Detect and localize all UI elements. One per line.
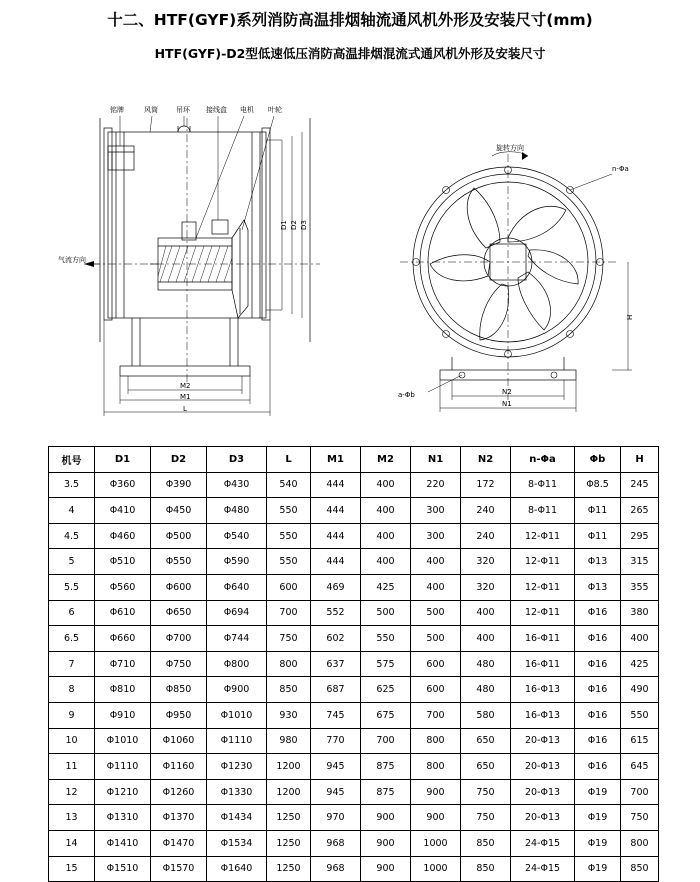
table-cell: 750 — [461, 779, 511, 805]
th-l: L — [267, 447, 311, 473]
table-cell: Φ360 — [95, 472, 151, 498]
table-cell: 16-Φ11 — [511, 651, 575, 677]
table-cell: Φ1010 — [95, 728, 151, 754]
page-subtitle: HTF(GYF)-D2型低速低压消防高温排烟混流式通风机外形及安装尺寸 — [154, 46, 546, 61]
table-cell: 650 — [461, 754, 511, 780]
table-cell: 295 — [621, 523, 659, 549]
table-cell: 240 — [461, 498, 511, 524]
table-cell: 400 — [461, 600, 511, 626]
table-row — [49, 651, 659, 677]
table-cell: Φ16 — [575, 677, 621, 703]
table-cell: 5.5 — [49, 574, 95, 600]
table-cell: 700 — [361, 728, 411, 754]
table-cell: Φ16 — [575, 754, 621, 780]
page-title: 十二、HTF(GYF)系列消防高温排烟轴流通风机外形及安装尺寸(mm) — [107, 11, 593, 29]
table-cell: 700 — [411, 702, 461, 728]
table-cell: 444 — [311, 472, 361, 498]
table-cell: Φ1510 — [95, 856, 151, 882]
table-cell: 12-Φ11 — [511, 574, 575, 600]
table-cell: 480 — [461, 677, 511, 703]
table-cell: Φ800 — [207, 651, 267, 677]
table-cell: 172 — [461, 472, 511, 498]
table-cell: 400 — [621, 626, 659, 652]
table-cell: Φ660 — [95, 626, 151, 652]
table-cell: 745 — [311, 702, 361, 728]
table-row — [49, 728, 659, 754]
th-d2: D2 — [151, 447, 207, 473]
table-cell: 4.5 — [49, 523, 95, 549]
th-m2: M2 — [361, 447, 411, 473]
table-cell: Φ1370 — [151, 805, 207, 831]
table-cell: Φ560 — [95, 574, 151, 600]
table-cell: 240 — [461, 523, 511, 549]
table-cell: 20-Φ13 — [511, 805, 575, 831]
table-cell: 12-Φ11 — [511, 523, 575, 549]
table-cell: Φ16 — [575, 702, 621, 728]
th-h: H — [621, 447, 659, 473]
table-cell: 615 — [621, 728, 659, 754]
table-cell: 12-Φ11 — [511, 600, 575, 626]
table-cell: 245 — [621, 472, 659, 498]
table-cell: 16-Φ13 — [511, 677, 575, 703]
table-cell: Φ900 — [207, 677, 267, 703]
table-cell: Φ16 — [575, 651, 621, 677]
table-cell: Φ744 — [207, 626, 267, 652]
dim-n2: N2 — [502, 388, 512, 396]
table-cell: 4 — [49, 498, 95, 524]
table-cell: Φ610 — [95, 600, 151, 626]
table-cell: Φ1110 — [207, 728, 267, 754]
table-cell: 5 — [49, 549, 95, 575]
table-row — [49, 779, 659, 805]
th-m1: M1 — [311, 447, 361, 473]
table-cell: 444 — [311, 549, 361, 575]
th-phi-b: Φb — [575, 447, 621, 473]
table-cell: 6 — [49, 600, 95, 626]
table-cell: 600 — [267, 574, 311, 600]
table-row — [49, 677, 659, 703]
table-cell: 469 — [311, 574, 361, 600]
table-cell: Φ500 — [151, 523, 207, 549]
table-cell: Φ694 — [207, 600, 267, 626]
table-cell: 550 — [267, 549, 311, 575]
table-cell: 500 — [411, 626, 461, 652]
table-cell: 750 — [461, 805, 511, 831]
table-cell: 968 — [311, 856, 361, 882]
table-cell: 650 — [461, 728, 511, 754]
table-cell: 687 — [311, 677, 361, 703]
th-jihao: 机号 — [49, 447, 95, 473]
th-d3: D3 — [207, 447, 267, 473]
table-cell: Φ1330 — [207, 779, 267, 805]
table-cell: Φ550 — [151, 549, 207, 575]
table-row — [49, 549, 659, 575]
table-cell: Φ950 — [151, 702, 207, 728]
drawing-svg — [0, 70, 700, 440]
table-cell: 602 — [311, 626, 361, 652]
dim-l: L — [183, 405, 187, 413]
table-cell: 945 — [311, 779, 361, 805]
table-header-row — [49, 447, 659, 473]
callout-duct: 风筒 — [144, 106, 158, 114]
table-cell: 8 — [49, 677, 95, 703]
table-cell: 550 — [267, 498, 311, 524]
table-cell: 480 — [461, 651, 511, 677]
table-cell: Φ1160 — [151, 754, 207, 780]
table-cell: Φ1310 — [95, 805, 151, 831]
table-cell: 875 — [361, 754, 411, 780]
table-cell: 1200 — [267, 754, 311, 780]
table-cell: 968 — [311, 830, 361, 856]
table-cell: 1200 — [267, 779, 311, 805]
table-cell: 8-Φ11 — [511, 498, 575, 524]
table-cell: 675 — [361, 702, 411, 728]
table-cell: 930 — [267, 702, 311, 728]
callout-hole-a-phi-b: a-Φb — [398, 391, 415, 399]
table-cell: Φ1410 — [95, 830, 151, 856]
table-cell: 770 — [311, 728, 361, 754]
table-cell: 800 — [411, 728, 461, 754]
table-cell: 8-Φ11 — [511, 472, 575, 498]
table-cell: 1250 — [267, 856, 311, 882]
table-cell: Φ19 — [575, 779, 621, 805]
table-cell: 850 — [461, 856, 511, 882]
table-cell: 1250 — [267, 830, 311, 856]
table-cell: Φ11 — [575, 523, 621, 549]
table-cell: 13 — [49, 805, 95, 831]
table-cell: Φ460 — [95, 523, 151, 549]
technical-drawing — [0, 70, 700, 440]
table-cell: Φ1110 — [95, 754, 151, 780]
table-row — [49, 626, 659, 652]
table-row — [49, 600, 659, 626]
table-row — [49, 754, 659, 780]
table-cell: 220 — [411, 472, 461, 498]
table-cell: 6.5 — [49, 626, 95, 652]
callout-nameplate: 铭牌 — [110, 106, 124, 114]
table-cell: 700 — [267, 600, 311, 626]
table-cell: 24-Φ15 — [511, 856, 575, 882]
spec-table-container — [48, 446, 652, 882]
table-cell: 850 — [267, 677, 311, 703]
table-cell: 1000 — [411, 830, 461, 856]
table-cell: 15 — [49, 856, 95, 882]
table-cell: 637 — [311, 651, 361, 677]
table-cell: Φ480 — [207, 498, 267, 524]
th-d1: D1 — [95, 447, 151, 473]
dim-d2: D2 — [290, 220, 298, 230]
table-cell: Φ650 — [151, 600, 207, 626]
table-cell: 20-Φ13 — [511, 779, 575, 805]
table-cell: 400 — [411, 549, 461, 575]
callout-hole-n-phi-a: n-Φa — [612, 165, 629, 173]
table-row — [49, 856, 659, 882]
table-cell: Φ13 — [575, 574, 621, 600]
table-cell: 875 — [361, 779, 411, 805]
table-cell: 850 — [461, 830, 511, 856]
table-cell: Φ1534 — [207, 830, 267, 856]
table-row — [49, 702, 659, 728]
table-cell: Φ640 — [207, 574, 267, 600]
table-cell: 900 — [411, 805, 461, 831]
table-cell: 550 — [267, 523, 311, 549]
table-cell: Φ16 — [575, 626, 621, 652]
table-cell: Φ710 — [95, 651, 151, 677]
table-row — [49, 523, 659, 549]
table-cell: Φ1470 — [151, 830, 207, 856]
table-cell: 625 — [361, 677, 411, 703]
table-cell: Φ510 — [95, 549, 151, 575]
table-cell: 800 — [411, 754, 461, 780]
table-cell: 600 — [411, 677, 461, 703]
table-cell: 900 — [361, 856, 411, 882]
th-n2: N2 — [461, 447, 511, 473]
table-cell: 400 — [411, 574, 461, 600]
table-cell: 552 — [311, 600, 361, 626]
table-cell: 425 — [361, 574, 411, 600]
table-cell: 645 — [621, 754, 659, 780]
table-cell: 12-Φ11 — [511, 549, 575, 575]
dim-m1: M1 — [180, 393, 191, 401]
table-cell: Φ750 — [151, 651, 207, 677]
table-cell: 900 — [361, 830, 411, 856]
callout-motor: 电机 — [240, 106, 254, 114]
table-cell: 12 — [49, 779, 95, 805]
table-cell: 320 — [461, 549, 511, 575]
table-cell: Φ8.5 — [575, 472, 621, 498]
table-row — [49, 830, 659, 856]
table-cell: 300 — [411, 523, 461, 549]
table-cell: 16-Φ11 — [511, 626, 575, 652]
spec-table — [48, 446, 659, 882]
table-row — [49, 472, 659, 498]
callout-hanging-ring: 吊环 — [176, 106, 190, 114]
table-cell: Φ16 — [575, 728, 621, 754]
table-cell: 11 — [49, 754, 95, 780]
table-cell: 400 — [361, 472, 411, 498]
table-cell: Φ11 — [575, 498, 621, 524]
table-cell: 800 — [267, 651, 311, 677]
table-cell: Φ590 — [207, 549, 267, 575]
table-cell: Φ19 — [575, 856, 621, 882]
table-cell: 750 — [621, 805, 659, 831]
table-cell: 400 — [361, 523, 411, 549]
th-n1: N1 — [411, 447, 461, 473]
table-cell: 7 — [49, 651, 95, 677]
table-cell: 550 — [361, 626, 411, 652]
table-cell: 500 — [361, 600, 411, 626]
table-cell: 3.5 — [49, 472, 95, 498]
table-cell: 380 — [621, 600, 659, 626]
table-cell: 355 — [621, 574, 659, 600]
table-cell: 400 — [361, 498, 411, 524]
table-cell: 425 — [621, 651, 659, 677]
callout-rotation-direction: 旋转方向 — [496, 144, 524, 152]
table-cell: 750 — [267, 626, 311, 652]
table-cell: 444 — [311, 523, 361, 549]
table-cell: Φ1060 — [151, 728, 207, 754]
table-cell: 550 — [621, 702, 659, 728]
th-n-phi-a: n-Φa — [511, 447, 575, 473]
table-cell: 444 — [311, 498, 361, 524]
table-cell: 970 — [311, 805, 361, 831]
table-cell: 20-Φ13 — [511, 728, 575, 754]
table-cell: 400 — [361, 549, 411, 575]
table-cell: 945 — [311, 754, 361, 780]
table-cell: 20-Φ13 — [511, 754, 575, 780]
table-body — [49, 472, 659, 882]
table-cell: 1250 — [267, 805, 311, 831]
table-cell: Φ19 — [575, 830, 621, 856]
table-cell: Φ1570 — [151, 856, 207, 882]
dim-d1: D1 — [280, 220, 288, 230]
table-cell: 850 — [621, 856, 659, 882]
table-cell: Φ1260 — [151, 779, 207, 805]
table-cell: Φ850 — [151, 677, 207, 703]
table-cell: Φ19 — [575, 805, 621, 831]
table-cell: 300 — [411, 498, 461, 524]
table-cell: Φ16 — [575, 600, 621, 626]
table-row — [49, 805, 659, 831]
table-cell: Φ13 — [575, 549, 621, 575]
table-cell: Φ1010 — [207, 702, 267, 728]
table-cell: 900 — [411, 779, 461, 805]
table-cell: Φ390 — [151, 472, 207, 498]
table-cell: 580 — [461, 702, 511, 728]
dim-m2: M2 — [180, 382, 191, 390]
dim-n1: N1 — [502, 400, 512, 408]
table-cell: Φ810 — [95, 677, 151, 703]
table-row — [49, 574, 659, 600]
table-cell: 400 — [461, 626, 511, 652]
table-cell: Φ450 — [151, 498, 207, 524]
table-cell: 575 — [361, 651, 411, 677]
table-cell: Φ430 — [207, 472, 267, 498]
callout-airflow-direction: 气流方向 — [58, 256, 86, 264]
table-cell: Φ700 — [151, 626, 207, 652]
table-cell: 1000 — [411, 856, 461, 882]
callout-impeller: 叶轮 — [268, 106, 282, 114]
table-cell: Φ540 — [207, 523, 267, 549]
table-cell: 700 — [621, 779, 659, 805]
table-cell: Φ410 — [95, 498, 151, 524]
table-cell: Φ1434 — [207, 805, 267, 831]
table-cell: 800 — [621, 830, 659, 856]
table-cell: 24-Φ15 — [511, 830, 575, 856]
table-cell: 14 — [49, 830, 95, 856]
dim-h: H — [626, 314, 634, 320]
table-cell: 900 — [361, 805, 411, 831]
table-cell: 540 — [267, 472, 311, 498]
table-cell: 315 — [621, 549, 659, 575]
table-cell: 980 — [267, 728, 311, 754]
table-cell: 320 — [461, 574, 511, 600]
table-cell: 500 — [411, 600, 461, 626]
callout-junction-box: 接线盒 — [206, 106, 227, 114]
table-cell: Φ1640 — [207, 856, 267, 882]
table-cell: Φ1210 — [95, 779, 151, 805]
table-cell: 10 — [49, 728, 95, 754]
table-cell: 16-Φ13 — [511, 702, 575, 728]
dim-d3: D3 — [300, 220, 308, 230]
table-cell: 9 — [49, 702, 95, 728]
table-cell: Φ600 — [151, 574, 207, 600]
table-cell: 490 — [621, 677, 659, 703]
table-cell: Φ1230 — [207, 754, 267, 780]
table-row — [49, 498, 659, 524]
table-cell: 600 — [411, 651, 461, 677]
table-cell: 265 — [621, 498, 659, 524]
table-cell: Φ910 — [95, 702, 151, 728]
